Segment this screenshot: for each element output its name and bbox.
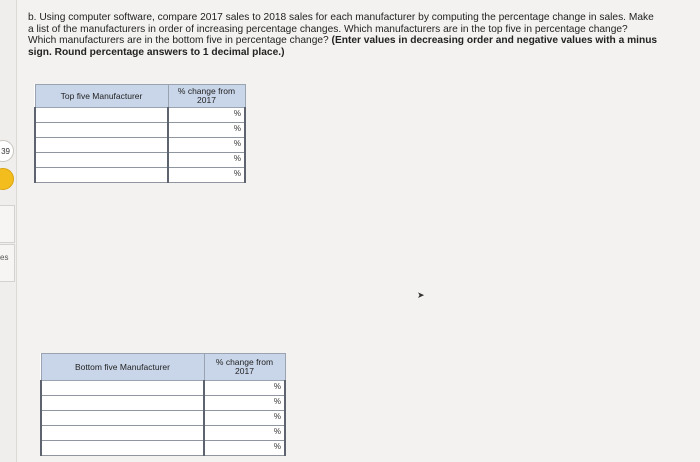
top-pct-input-2[interactable] xyxy=(168,123,245,138)
table-row xyxy=(35,138,245,153)
side-panel-box xyxy=(0,205,15,243)
side-panel-box xyxy=(0,244,15,282)
bottom-manufacturer-input-5[interactable] xyxy=(41,441,204,456)
top-five-manufacturer-header: Top five Manufacturer xyxy=(35,85,168,108)
top-manufacturer-input-1[interactable] xyxy=(35,108,168,123)
question-body: b. Using computer software, compare 2017 sales to 2018 sales for each manufacturer by computing the percentage change in sales. Make a list of the manufacturers in order of increasing percentage changes. Which manufacturers are in the top five in percentage change? Which manufacturers are in the bottom five in percentage change? xyxy=(28,12,654,46)
table-row xyxy=(35,153,245,168)
table-row xyxy=(41,381,285,396)
percent-sign: % xyxy=(273,442,281,451)
question-instruction: (Enter values in decreasing order and negative values with a minus sign. Round percentage answers to 1 decimal place.) xyxy=(28,35,658,58)
table-row xyxy=(35,168,245,183)
bottom-pct-input-3[interactable] xyxy=(204,411,285,426)
top-pct-input-1[interactable] xyxy=(168,108,245,123)
bottom-pct-input-4[interactable] xyxy=(204,426,285,441)
table-header-row xyxy=(35,85,245,108)
mouse-cursor-icon: ➤ xyxy=(417,290,425,300)
question-text xyxy=(28,12,658,58)
percent-sign: % xyxy=(273,397,281,406)
table-row xyxy=(41,441,285,456)
table-header-row xyxy=(41,354,285,381)
top-manufacturer-input-4[interactable] xyxy=(35,153,168,168)
percent-sign: % xyxy=(233,124,241,133)
bottom-manufacturer-input-4[interactable] xyxy=(41,426,204,441)
bottom-pct-input-5[interactable] xyxy=(204,441,285,456)
bottom-five-table xyxy=(40,353,286,456)
bottom-manufacturer-input-1[interactable] xyxy=(41,381,204,396)
top-five-pct-change-header: % change from 2017 xyxy=(168,85,245,108)
table-row xyxy=(41,411,285,426)
question-number: 39 xyxy=(1,147,10,156)
percent-sign: % xyxy=(273,412,281,421)
table-row xyxy=(35,108,245,123)
top-manufacturer-input-5[interactable] xyxy=(35,168,168,183)
side-panel-label: es xyxy=(0,253,9,262)
top-manufacturer-input-3[interactable] xyxy=(35,138,168,153)
percent-sign: % xyxy=(233,109,241,118)
percent-sign: % xyxy=(233,154,241,163)
top-five-table xyxy=(34,84,246,183)
bottom-pct-input-2[interactable] xyxy=(204,396,285,411)
top-manufacturer-input-2[interactable] xyxy=(35,123,168,138)
percent-sign: % xyxy=(273,382,281,391)
bottom-five-manufacturer-header: Bottom five Manufacturer xyxy=(41,354,204,381)
bottom-pct-input-1[interactable] xyxy=(204,381,285,396)
bottom-manufacturer-input-3[interactable] xyxy=(41,411,204,426)
bottom-five-pct-change-header: % change from 2017 xyxy=(204,354,285,381)
top-pct-input-4[interactable] xyxy=(168,153,245,168)
percent-sign: % xyxy=(273,427,281,436)
bottom-manufacturer-input-2[interactable] xyxy=(41,396,204,411)
table-row xyxy=(41,396,285,411)
top-pct-input-3[interactable] xyxy=(168,138,245,153)
top-pct-input-5[interactable] xyxy=(168,168,245,183)
table-row xyxy=(35,123,245,138)
percent-sign: % xyxy=(233,139,241,148)
table-row xyxy=(41,426,285,441)
percent-sign: % xyxy=(233,169,241,178)
